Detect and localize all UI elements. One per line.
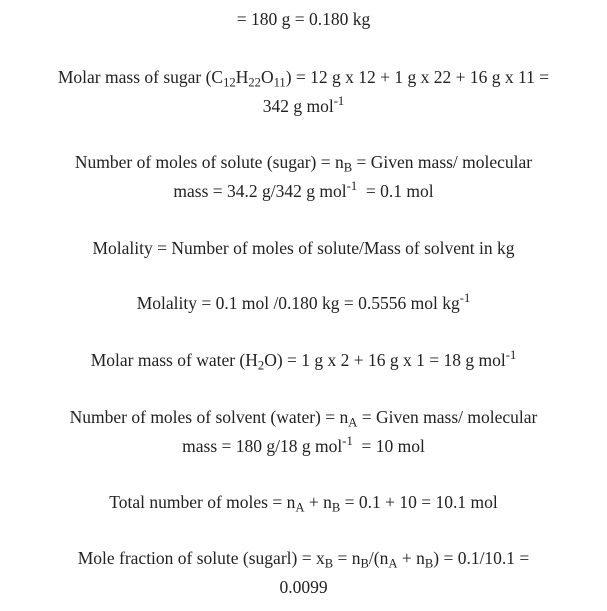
- text: ) = 12 g x 12 + 1 g x 22 + 16 g x 11 =: [285, 67, 550, 87]
- subscript: A: [388, 556, 398, 571]
- solute-moles-line: [0, 151, 607, 173]
- subscript: B: [331, 500, 341, 515]
- total-moles-line: [0, 491, 607, 513]
- water-molar-mass-line: [0, 349, 607, 371]
- text: = 10 mol: [352, 436, 425, 456]
- molality-value-line: [0, 292, 607, 314]
- text: Number of moles of solvent (water) = n: [69, 407, 349, 427]
- subscript: B: [343, 160, 353, 175]
- subscript: 12: [223, 75, 236, 90]
- text: Molality = Number of moles of solute/Mass of solvent in kg: [92, 238, 515, 258]
- text: O) = 1 g x 2 + 16 g x 1 = 18 g mol: [264, 350, 506, 370]
- subscript: B: [424, 556, 434, 571]
- text: = Given mass/ molecular: [357, 407, 538, 427]
- solvent-moles-result-line: [0, 435, 607, 457]
- text: Number of moles of solute (sugar) = n: [74, 152, 344, 172]
- solvent-moles-line: [0, 406, 607, 428]
- solvent-mass-line: [0, 8, 607, 30]
- subscript: B: [360, 556, 369, 571]
- text: Mole fraction of solute (sugarl) = x: [77, 548, 325, 568]
- molality-definition-line: [0, 237, 607, 259]
- text: /(n: [368, 548, 389, 568]
- text: + n: [397, 548, 425, 568]
- superscript: -1: [459, 291, 471, 306]
- text: mass = 180 g/18 g mol: [182, 436, 343, 456]
- text: ) = 0.1/10.1 =: [433, 548, 530, 568]
- text: Total number of moles = n: [109, 492, 296, 512]
- mole-fraction-result-line: [0, 576, 607, 598]
- subscript: A: [348, 415, 358, 430]
- subscript: A: [295, 500, 305, 515]
- text: 342 g mol: [262, 96, 334, 116]
- text: = Given mass/ molecular: [352, 152, 533, 172]
- text: Molar mass of water (H: [90, 350, 258, 370]
- text: Molar mass of sugar (C: [57, 67, 224, 87]
- solute-moles-result-line: [0, 180, 607, 202]
- mole-fraction-line: [0, 547, 607, 569]
- superscript: -1: [346, 179, 358, 194]
- subscript: 22: [248, 75, 261, 90]
- text: 0.0099: [279, 577, 328, 597]
- text: Molality = 0.1 mol /0.180 kg = 0.5556 mol kg: [136, 293, 460, 313]
- subscript: 11: [273, 75, 286, 90]
- sugar-molar-mass-result-line: [0, 95, 607, 117]
- superscript: -1: [342, 434, 353, 449]
- sugar-molar-mass-line: [0, 66, 607, 88]
- text: + n: [304, 492, 332, 512]
- text: = 180 g = 0.180 kg: [236, 9, 371, 29]
- text: = n: [333, 548, 361, 568]
- subscript: B: [324, 556, 334, 571]
- subscript: 2: [257, 358, 265, 373]
- text: mass = 34.2 g/342 g mol: [173, 181, 347, 201]
- text: = 0.1 + 10 = 10.1 mol: [340, 492, 498, 512]
- text: = 0.1 mol: [357, 181, 434, 201]
- text: O: [260, 67, 274, 87]
- superscript: -1: [333, 94, 345, 109]
- text: H: [235, 67, 249, 87]
- superscript: -1: [505, 348, 517, 363]
